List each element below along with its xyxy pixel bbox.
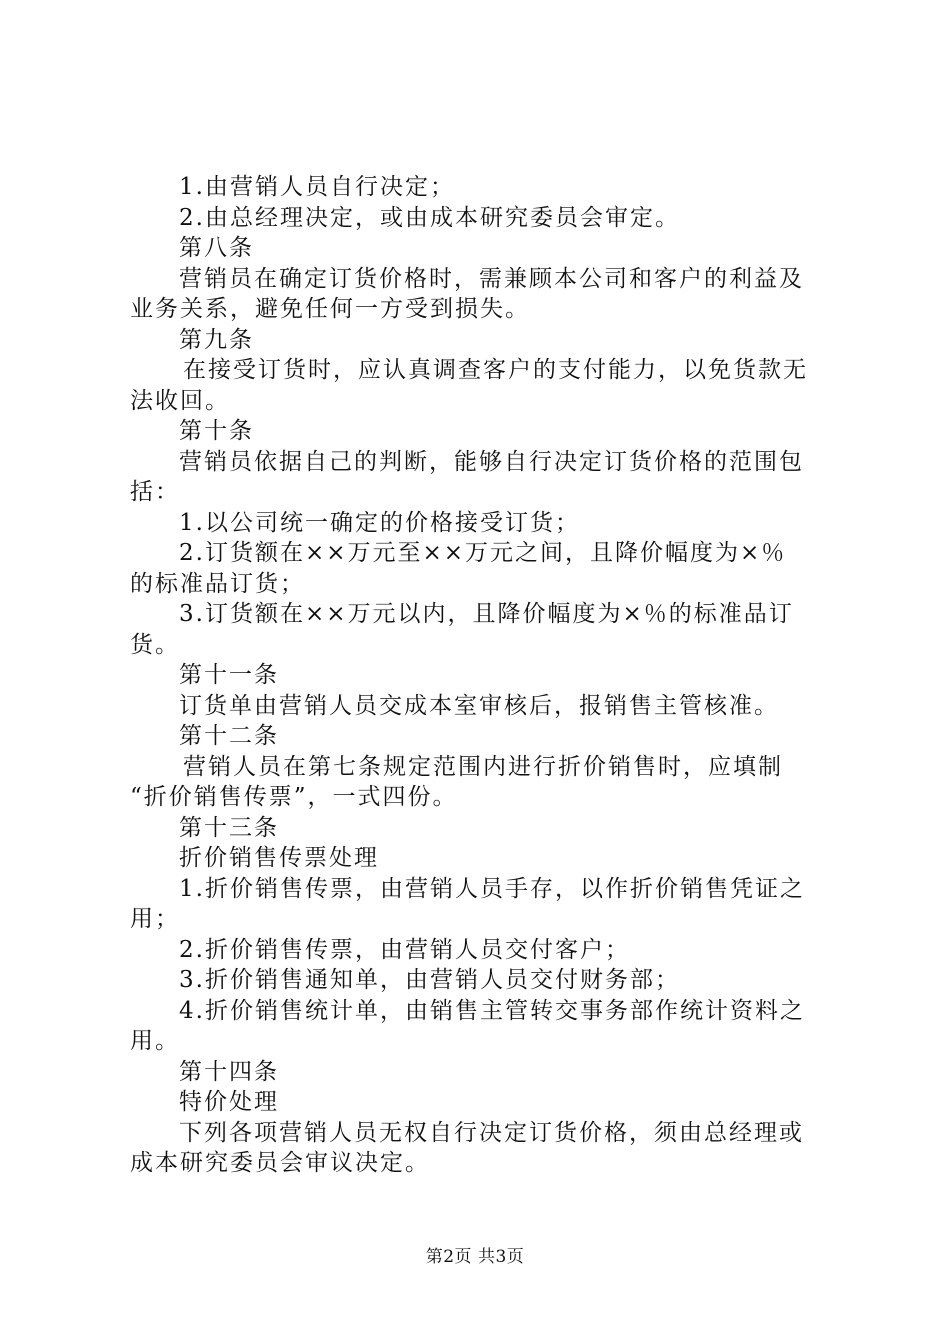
text-line: 营销人员在第七条规定范围内进行折价销售时，应填制 [183,753,783,780]
text-line: 营销员在确定订货价格时，需兼顾本公司和客户的利益及 [179,265,804,292]
text-line: 法收回。 [130,387,230,414]
text-line: 1.折价销售传票，由营销人员手存，以作折价销售凭证之 [179,875,805,902]
text-line: 3.折价销售通知单，由营销人员交付财务部； [179,967,680,993]
text-line: 业务关系，避免任何一方受到损失。 [130,296,530,322]
text-line: 成本研究委员会审议决定。 [130,1150,430,1176]
text-line: 3.订货额在××万元以内，且降价幅度为×％的标准品订 [179,601,794,627]
text-line: 的标准品订货； [130,570,305,597]
text-line: 2.订货额在××万元至××万元之间，且降价幅度为×％ [179,540,787,566]
text-line: 在接受订货时，应认真调查客户的支付能力，以免货款无 [183,357,808,383]
text-line: 下列各项营销人员无权自行决定订货价格，须由总经理或 [179,1119,804,1146]
text-line: 用； [130,906,180,932]
text-line: 2.折价销售传票，由营销人员交付客户； [179,936,630,963]
text-line: 用。 [130,1028,180,1054]
article-heading: 第十一条 [179,662,279,688]
text-line: 特价处理 [179,1089,279,1115]
text-line: 货。 [130,631,180,658]
article-heading: 第八条 [179,235,254,261]
article-heading: 第十二条 [179,723,279,749]
text-line: 1.由营销人员自行决定； [179,174,455,200]
text-line: 1.以公司统一确定的价格接受订货； [179,509,580,536]
text-line: 折价销售传票处理 [179,845,379,871]
text-line: 4.折价销售统计单，由销售主管转交事务部作统计资料之 [179,997,805,1024]
text-line: 订货单由营销人员交成本室审核后，报销售主管核准。 [179,692,779,719]
article-heading: 第十三条 [179,814,279,841]
text-line: 2.由总经理决定，或由成本研究委员会审定。 [179,204,680,231]
article-heading: 第十条 [179,418,254,444]
article-heading: 第九条 [179,326,254,353]
document-body [130,172,834,1179]
text-line: 营销员依据自己的判断，能够自行决定订货价格的范围包 [179,448,804,475]
article-heading: 第十四条 [179,1058,279,1085]
text-line: 括： [130,479,180,505]
text-line: “折价销售传票”，一式四份。 [130,784,458,810]
page-number-footer: 第2页 共3页 [425,1247,525,1267]
